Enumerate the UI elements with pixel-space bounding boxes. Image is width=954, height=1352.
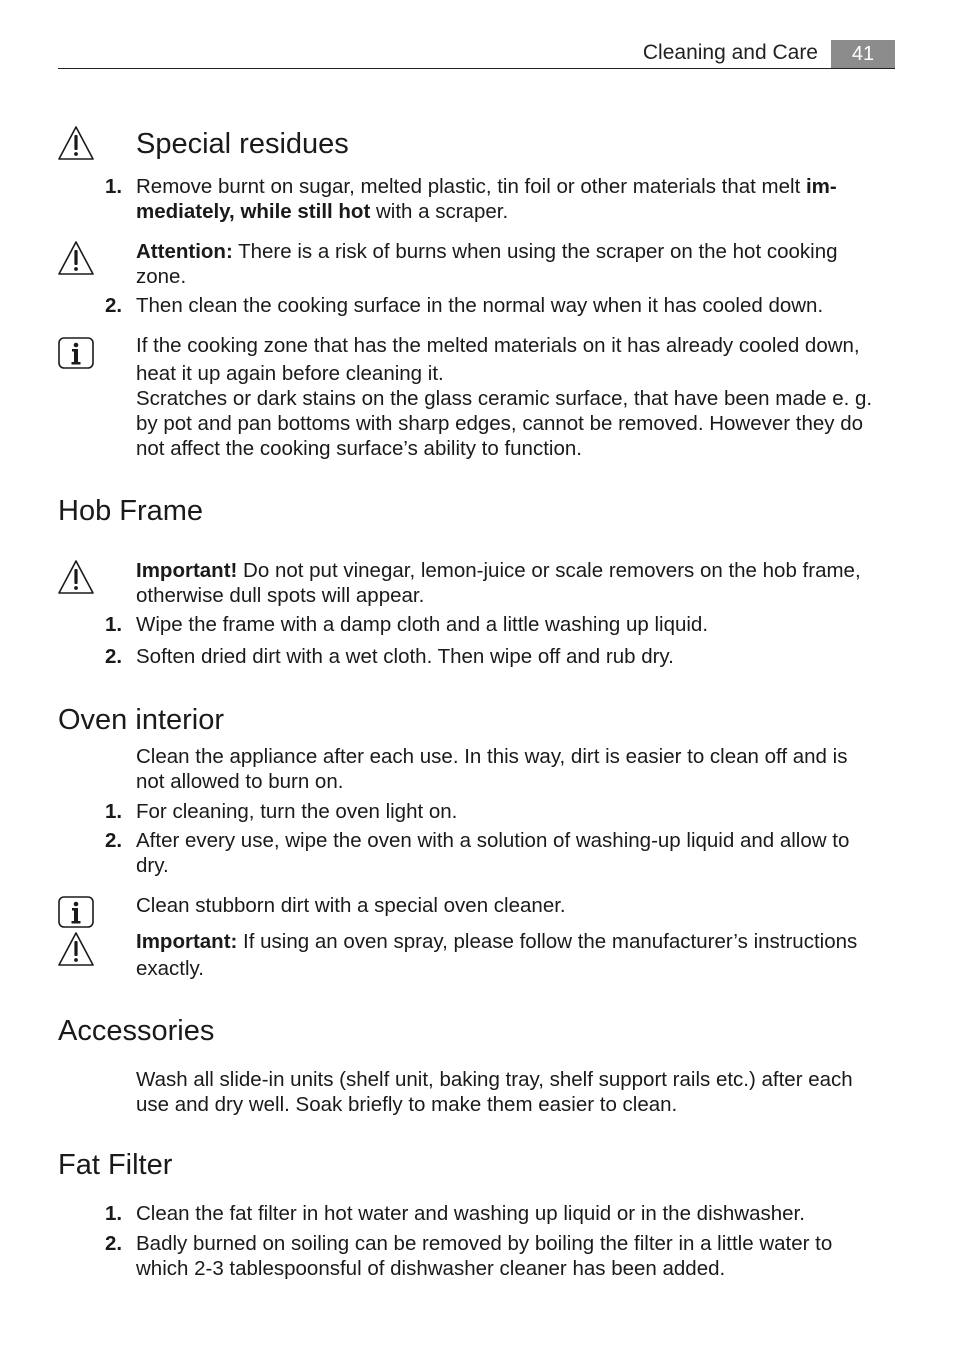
body-text: use and dry well. Soak briefly to make them easier to clean. [136,1093,678,1116]
oven-important-note [136,929,896,981]
info-text: by pot and pan bottoms with sharp edges, cannot be removed. However they do [136,412,864,435]
info-box-icon [57,336,95,376]
step-number: 1. [105,800,123,823]
step-number: 2. [105,645,123,668]
important-label: Important: [136,930,238,953]
attention-label: Attention: [136,240,233,263]
emphasis-text: im- [805,175,837,198]
step-text: dry. [136,854,169,877]
important-label: Important! [136,559,238,582]
oven-interior-step1: For cleaning, turn the oven light on. [136,800,458,823]
note-text: If using an oven spray, please follow the manufacturer’s instructions [237,930,858,953]
step-text: with a scraper. [370,200,509,223]
oven-interior-intro [136,744,896,794]
accessories-heading: Accessories [58,1015,215,1047]
hob-frame-heading: Hob Frame [58,495,204,527]
special-residues-heading: Special residues [136,128,349,160]
warning-triangle-icon [57,930,95,970]
step-number: 1. [105,613,123,636]
note-text: There is a risk of burns when using the scraper on the hot cooking [232,240,838,263]
accessories-text [136,1067,896,1117]
hob-frame-step2: Soften dried dirt with a wet cloth. Then wipe off and rub dry. [136,645,674,668]
step-number: 1. [105,1202,123,1225]
info-note [136,333,896,461]
step-text: Badly burned on soiling can be removed by boiling the filter in a little water to [136,1232,833,1255]
fat-filter-step2 [136,1231,896,1281]
page-number: 41 [831,40,895,68]
special-residues-step2: Then clean the cooking surface in the normal way when it has cooled down. [136,294,824,317]
warning-triangle-icon [57,124,95,164]
step-text: After every use, wipe the oven with a solution of washing-up liquid and allow to [136,829,850,852]
fat-filter-heading: Fat Filter [58,1149,173,1181]
oven-info-note: Clean stubborn dirt with a special oven cleaner. [136,894,566,917]
step-number: 1. [105,175,123,198]
info-box-icon [57,895,95,935]
info-text: heat it up again before cleaning it. [136,362,444,385]
header-section-title: Cleaning and Care [642,41,818,64]
hob-frame-step1: Wipe the frame with a damp cloth and a little washing up liquid. [136,613,709,636]
note-text: exactly. [136,957,204,980]
info-text: If the cooking zone that has the melted materials on it has already cooled down, [136,334,860,357]
note-text: zone. [136,265,187,288]
oven-interior-step2 [136,828,896,878]
attention-note [136,239,896,289]
info-text: Scratches or dark stains on the glass ceramic surface, that have been made e. g. [136,387,873,410]
step-text: which 2-3 tablespoonsful of dishwasher cleaner has been added. [136,1257,726,1280]
oven-interior-heading: Oven interior [58,704,225,736]
fat-filter-step1: Clean the fat filter in hot water and washing up liquid or in the dishwasher. [136,1202,805,1225]
info-text: not affect the cooking surface’s ability to function. [136,437,582,460]
emphasis-text: mediately, while still hot [136,200,371,223]
header-rule [58,68,895,69]
step-text: Remove burnt on sugar, melted plastic, tin foil or other materials that melt [136,175,806,198]
warning-triangle-icon [57,239,95,279]
body-text: Wash all slide-in units (shelf unit, baking tray, shelf support rails etc.) after each [136,1068,853,1091]
intro-text: Clean the appliance after each use. In this way, dirt is easier to clean off and is [136,745,848,768]
important-note [136,558,896,608]
note-text: Do not put vinegar, lemon-juice or scale removers on the hob frame, [237,559,861,582]
warning-triangle-icon [57,558,95,598]
intro-text: not allowed to burn on. [136,770,344,793]
step-number: 2. [105,1232,123,1255]
note-text: otherwise dull spots will appear. [136,584,425,607]
special-residues-step1 [136,174,896,224]
step-number: 2. [105,294,123,317]
step-number: 2. [105,829,123,852]
